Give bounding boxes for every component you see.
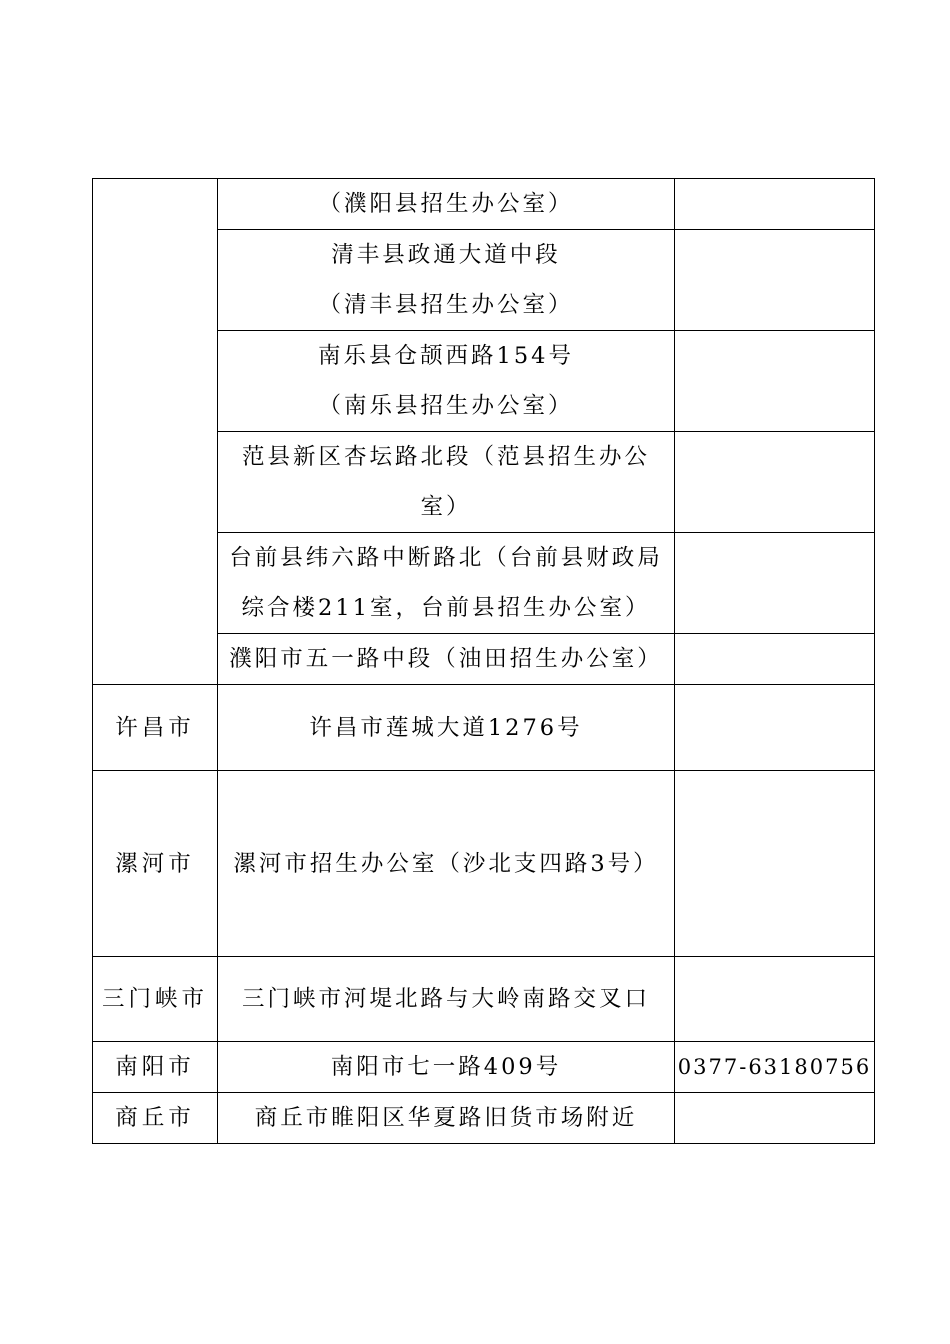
address-line: 商丘市睢阳区华夏路旧货市场附近	[254, 1105, 638, 1131]
city-cell: 南阳市	[93, 1042, 218, 1093]
phone-cell	[675, 432, 875, 533]
address-line: （濮阳县招生办公室）	[318, 191, 574, 217]
address-line: 综合楼211室，台前县招生办公室）	[241, 595, 651, 621]
table-row	[93, 179, 875, 230]
address-cell	[218, 957, 675, 1042]
phone-cell	[675, 685, 875, 771]
address-cell	[218, 1042, 675, 1093]
phone-cell	[675, 1093, 875, 1144]
phone-cell	[675, 771, 875, 957]
address-line: 许昌市莲城大道1276号	[309, 714, 583, 741]
city-cell: 漯河市	[93, 771, 218, 957]
address-line: 台前县纬六路中断路北（台前县财政局	[229, 545, 663, 571]
city-cell: 许昌市	[93, 685, 218, 771]
table-row	[93, 771, 875, 957]
address-line: 清丰县政通大道中段	[331, 242, 561, 268]
address-cell	[218, 331, 675, 432]
address-cell	[218, 230, 675, 331]
phone-cell: 0377-63180756	[675, 1042, 875, 1093]
phone-cell	[675, 331, 875, 432]
table-row	[93, 685, 875, 771]
phone-cell	[675, 179, 875, 230]
address-cell	[218, 1093, 675, 1144]
table-row	[93, 1042, 875, 1093]
address-cell	[218, 771, 675, 957]
phone-cell	[675, 230, 875, 331]
city-cell: 商丘市	[93, 1093, 218, 1144]
address-line: 室）	[420, 494, 472, 520]
address-cell	[218, 634, 675, 685]
phone-cell	[675, 634, 875, 685]
address-line: 南阳市七一路409号	[330, 1054, 562, 1080]
table-row	[93, 1093, 875, 1144]
address-line: （清丰县招生办公室）	[318, 292, 574, 318]
phone-cell	[675, 533, 875, 634]
address-cell	[218, 179, 675, 230]
city-cell: 三门峡市	[93, 957, 218, 1042]
address-line: 南乐县仓颉西路154号	[318, 343, 574, 369]
table-row	[93, 957, 875, 1042]
address-cell	[218, 685, 675, 771]
address-line: 范县新区杏坛路北段（范县招生办公	[241, 444, 650, 470]
address-line: 濮阳市五一路中段（油田招生办公室）	[229, 646, 663, 672]
city-cell-puyang	[93, 179, 218, 685]
address-cell	[218, 533, 675, 634]
address-cell	[218, 432, 675, 533]
address-table	[92, 178, 875, 1144]
phone-cell	[675, 957, 875, 1042]
address-line: （南乐县招生办公室）	[318, 393, 574, 419]
address-line: 漯河市招生办公室（沙北支四路3号）	[233, 850, 659, 877]
address-line: 三门峡市河堤北路与大岭南路交叉口	[241, 986, 650, 1012]
